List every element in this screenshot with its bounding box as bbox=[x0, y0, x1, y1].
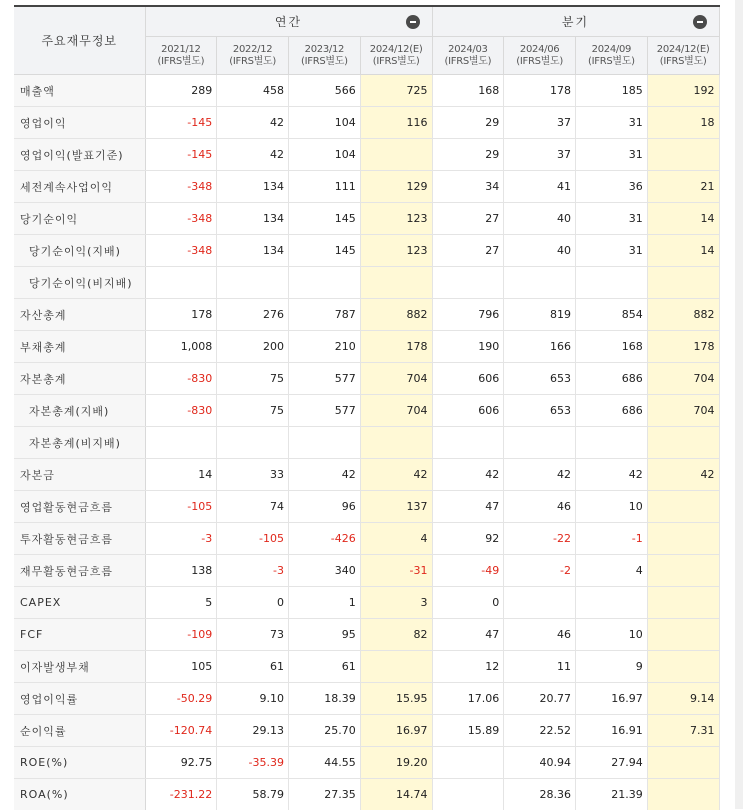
value-cell bbox=[289, 267, 361, 299]
table-row bbox=[14, 651, 719, 683]
value-cell: -348 bbox=[145, 203, 217, 235]
value-cell: -348 bbox=[145, 235, 217, 267]
value-cell bbox=[647, 619, 719, 651]
value-cell: 145 bbox=[289, 235, 361, 267]
value-cell: 29 bbox=[432, 107, 504, 139]
quarterly-group-header bbox=[432, 6, 719, 37]
value-cell: 21.39 bbox=[576, 779, 648, 810]
value-cell: -35.39 bbox=[217, 747, 289, 779]
value-cell: 168 bbox=[576, 331, 648, 363]
row-label: 자본총계(비지배) bbox=[14, 427, 145, 459]
value-cell: -50.29 bbox=[145, 683, 217, 715]
value-cell bbox=[504, 587, 576, 619]
value-cell: 29.13 bbox=[217, 715, 289, 747]
value-cell: -105 bbox=[145, 491, 217, 523]
value-cell bbox=[360, 139, 432, 171]
basis-label: (IFRS별도) bbox=[361, 56, 432, 68]
table-row bbox=[14, 203, 719, 235]
value-cell: 27.35 bbox=[289, 779, 361, 810]
value-cell: 31 bbox=[576, 203, 648, 235]
value-cell: 61 bbox=[289, 651, 361, 683]
row-label: 매출액 bbox=[14, 75, 145, 107]
row-label: FCF bbox=[14, 619, 145, 651]
value-cell bbox=[647, 491, 719, 523]
table-row bbox=[14, 491, 719, 523]
table-row bbox=[14, 427, 719, 459]
basis-label: (IFRS별도) bbox=[433, 56, 504, 68]
period-label: 2023/12 bbox=[289, 44, 360, 56]
annual-group-header bbox=[145, 6, 432, 37]
financial-summary-table bbox=[14, 5, 720, 810]
row-label: 이자발생부채 bbox=[14, 651, 145, 683]
value-cell: 577 bbox=[289, 395, 361, 427]
annual-group-label: 연간 bbox=[275, 15, 302, 29]
table-row bbox=[14, 363, 719, 395]
value-cell: 11 bbox=[504, 651, 576, 683]
value-cell: 16.97 bbox=[576, 683, 648, 715]
value-cell: 138 bbox=[145, 555, 217, 587]
row-label: 영업활동현금흐름 bbox=[14, 491, 145, 523]
value-cell: 185 bbox=[576, 75, 648, 107]
period-column-header bbox=[289, 37, 361, 75]
period-label: 2024/12(E) bbox=[361, 44, 432, 56]
table-row bbox=[14, 459, 719, 491]
value-cell: 704 bbox=[647, 363, 719, 395]
row-label: ROE(%) bbox=[14, 747, 145, 779]
value-cell: 192 bbox=[647, 75, 719, 107]
value-cell: 168 bbox=[432, 75, 504, 107]
row-label: 자산총계 bbox=[14, 299, 145, 331]
value-cell: 27 bbox=[432, 203, 504, 235]
table-row bbox=[14, 747, 719, 779]
value-cell: 577 bbox=[289, 363, 361, 395]
basis-label: (IFRS별도) bbox=[289, 56, 360, 68]
value-cell: -31 bbox=[360, 555, 432, 587]
value-cell: 787 bbox=[289, 299, 361, 331]
row-label: 자본금 bbox=[14, 459, 145, 491]
table-row bbox=[14, 555, 719, 587]
value-cell: 725 bbox=[360, 75, 432, 107]
period-label: 2021/12 bbox=[146, 44, 217, 56]
period-label: 2024/03 bbox=[433, 44, 504, 56]
value-cell: 20.77 bbox=[504, 683, 576, 715]
value-cell bbox=[504, 267, 576, 299]
row-label: 영업이익(발표기준) bbox=[14, 139, 145, 171]
value-cell: -830 bbox=[145, 363, 217, 395]
value-cell: 4 bbox=[576, 555, 648, 587]
value-cell: 16.97 bbox=[360, 715, 432, 747]
value-cell bbox=[217, 427, 289, 459]
value-cell: 134 bbox=[217, 171, 289, 203]
value-cell bbox=[647, 267, 719, 299]
value-cell: 22.52 bbox=[504, 715, 576, 747]
table-row bbox=[14, 299, 719, 331]
value-cell: 27 bbox=[432, 235, 504, 267]
value-cell: 14.74 bbox=[360, 779, 432, 810]
value-cell: 58.79 bbox=[217, 779, 289, 810]
value-cell: 73 bbox=[217, 619, 289, 651]
row-label: 재무활동현금흐름 bbox=[14, 555, 145, 587]
basis-label: (IFRS별도) bbox=[576, 56, 647, 68]
value-cell bbox=[360, 427, 432, 459]
value-cell: 882 bbox=[360, 299, 432, 331]
value-cell: 1 bbox=[289, 587, 361, 619]
row-label: 세전계속사업이익 bbox=[14, 171, 145, 203]
value-cell bbox=[360, 267, 432, 299]
value-cell bbox=[576, 267, 648, 299]
value-cell: 704 bbox=[360, 363, 432, 395]
value-cell bbox=[647, 747, 719, 779]
minus-circle-icon[interactable] bbox=[693, 15, 707, 29]
value-cell: 31 bbox=[576, 107, 648, 139]
value-cell: 104 bbox=[289, 139, 361, 171]
value-cell: 14 bbox=[145, 459, 217, 491]
value-cell: 458 bbox=[217, 75, 289, 107]
value-cell: 10 bbox=[576, 619, 648, 651]
value-cell: 7.31 bbox=[647, 715, 719, 747]
value-cell: 42 bbox=[576, 459, 648, 491]
value-cell: 704 bbox=[360, 395, 432, 427]
value-cell bbox=[647, 523, 719, 555]
value-cell: -3 bbox=[217, 555, 289, 587]
value-cell: 9 bbox=[576, 651, 648, 683]
value-cell bbox=[647, 555, 719, 587]
value-cell: 276 bbox=[217, 299, 289, 331]
row-label: ROA(%) bbox=[14, 779, 145, 810]
value-cell: 25.70 bbox=[289, 715, 361, 747]
value-cell: 686 bbox=[576, 363, 648, 395]
value-cell: 61 bbox=[217, 651, 289, 683]
value-cell: 17.06 bbox=[432, 683, 504, 715]
value-cell: 178 bbox=[647, 331, 719, 363]
value-cell bbox=[576, 427, 648, 459]
value-cell: -22 bbox=[504, 523, 576, 555]
value-cell: 854 bbox=[576, 299, 648, 331]
value-cell: 210 bbox=[289, 331, 361, 363]
value-cell: 36 bbox=[576, 171, 648, 203]
basis-label: (IFRS별도) bbox=[146, 56, 217, 68]
value-cell: 15.89 bbox=[432, 715, 504, 747]
row-label: 당기순이익 bbox=[14, 203, 145, 235]
vertical-scrollbar[interactable] bbox=[735, 0, 743, 809]
value-cell bbox=[145, 267, 217, 299]
value-cell: 92.75 bbox=[145, 747, 217, 779]
value-cell: 37 bbox=[504, 107, 576, 139]
value-cell: 111 bbox=[289, 171, 361, 203]
value-cell: 289 bbox=[145, 75, 217, 107]
value-cell: 819 bbox=[504, 299, 576, 331]
value-cell: 21 bbox=[647, 171, 719, 203]
value-cell: 40 bbox=[504, 235, 576, 267]
row-label: 당기순이익(지배) bbox=[14, 235, 145, 267]
period-label: 2024/12(E) bbox=[648, 44, 719, 56]
value-cell: 33 bbox=[217, 459, 289, 491]
value-cell: -426 bbox=[289, 523, 361, 555]
value-cell: 137 bbox=[360, 491, 432, 523]
value-cell bbox=[360, 651, 432, 683]
financial-summary-panel bbox=[14, 5, 719, 810]
value-cell: 74 bbox=[217, 491, 289, 523]
value-cell: 178 bbox=[504, 75, 576, 107]
table-row bbox=[14, 107, 719, 139]
value-cell: 9.14 bbox=[647, 683, 719, 715]
value-cell: 4 bbox=[360, 523, 432, 555]
value-cell: 15.95 bbox=[360, 683, 432, 715]
value-cell: 5 bbox=[145, 587, 217, 619]
value-cell: 653 bbox=[504, 395, 576, 427]
value-cell: 44.55 bbox=[289, 747, 361, 779]
period-column-header bbox=[217, 37, 289, 75]
table-row bbox=[14, 139, 719, 171]
row-label: CAPEX bbox=[14, 587, 145, 619]
value-cell: 42 bbox=[217, 139, 289, 171]
value-cell bbox=[432, 427, 504, 459]
value-cell: -3 bbox=[145, 523, 217, 555]
value-cell: 41 bbox=[504, 171, 576, 203]
table-corner-label: 주요재무정보 bbox=[14, 6, 145, 75]
table-row bbox=[14, 235, 719, 267]
value-cell: 75 bbox=[217, 363, 289, 395]
value-cell: 96 bbox=[289, 491, 361, 523]
period-label: 2022/12 bbox=[217, 44, 288, 56]
value-cell: 3 bbox=[360, 587, 432, 619]
period-label: 2024/09 bbox=[576, 44, 647, 56]
value-cell: 31 bbox=[576, 235, 648, 267]
value-cell: 10 bbox=[576, 491, 648, 523]
value-cell: 95 bbox=[289, 619, 361, 651]
value-cell: 134 bbox=[217, 235, 289, 267]
quarterly-group-label: 분기 bbox=[562, 15, 589, 29]
value-cell: -120.74 bbox=[145, 715, 217, 747]
value-cell: 46 bbox=[504, 619, 576, 651]
value-cell: -1 bbox=[576, 523, 648, 555]
value-cell bbox=[647, 427, 719, 459]
value-cell: 37 bbox=[504, 139, 576, 171]
value-cell: 178 bbox=[145, 299, 217, 331]
value-cell bbox=[289, 427, 361, 459]
basis-label: (IFRS별도) bbox=[217, 56, 288, 68]
table-row bbox=[14, 267, 719, 299]
value-cell: -49 bbox=[432, 555, 504, 587]
value-cell: -109 bbox=[145, 619, 217, 651]
table-row bbox=[14, 587, 719, 619]
value-cell: 42 bbox=[360, 459, 432, 491]
value-cell: 92 bbox=[432, 523, 504, 555]
row-label: 투자활동현금흐름 bbox=[14, 523, 145, 555]
value-cell: 796 bbox=[432, 299, 504, 331]
value-cell: 19.20 bbox=[360, 747, 432, 779]
value-cell bbox=[647, 587, 719, 619]
table-row bbox=[14, 331, 719, 363]
value-cell: 27.94 bbox=[576, 747, 648, 779]
value-cell bbox=[647, 651, 719, 683]
value-cell: 653 bbox=[504, 363, 576, 395]
value-cell: -145 bbox=[145, 139, 217, 171]
table-row bbox=[14, 715, 719, 747]
table-row bbox=[14, 171, 719, 203]
row-label: 영업이익률 bbox=[14, 683, 145, 715]
value-cell: 105 bbox=[145, 651, 217, 683]
value-cell: 42 bbox=[289, 459, 361, 491]
value-cell: 42 bbox=[504, 459, 576, 491]
period-column-header bbox=[360, 37, 432, 75]
table-row bbox=[14, 779, 719, 810]
value-cell: 31 bbox=[576, 139, 648, 171]
row-label: 영업이익 bbox=[14, 107, 145, 139]
value-cell: 9.10 bbox=[217, 683, 289, 715]
value-cell: 686 bbox=[576, 395, 648, 427]
value-cell bbox=[432, 267, 504, 299]
value-cell bbox=[217, 267, 289, 299]
period-column-header bbox=[504, 37, 576, 75]
row-label: 자본총계 bbox=[14, 363, 145, 395]
value-cell: 566 bbox=[289, 75, 361, 107]
table-row bbox=[14, 619, 719, 651]
value-cell: 18.39 bbox=[289, 683, 361, 715]
value-cell: 606 bbox=[432, 395, 504, 427]
value-cell: 123 bbox=[360, 235, 432, 267]
value-cell: 129 bbox=[360, 171, 432, 203]
table-row bbox=[14, 683, 719, 715]
value-cell bbox=[432, 747, 504, 779]
table-row bbox=[14, 523, 719, 555]
value-cell bbox=[647, 139, 719, 171]
value-cell: 1,008 bbox=[145, 331, 217, 363]
value-cell: 40.94 bbox=[504, 747, 576, 779]
value-cell: 47 bbox=[432, 619, 504, 651]
value-cell: -348 bbox=[145, 171, 217, 203]
minus-circle-icon[interactable] bbox=[406, 15, 420, 29]
row-label: 순이익률 bbox=[14, 715, 145, 747]
value-cell bbox=[576, 587, 648, 619]
row-label: 자본총계(지배) bbox=[14, 395, 145, 427]
value-cell: -2 bbox=[504, 555, 576, 587]
period-column-header bbox=[145, 37, 217, 75]
value-cell: 42 bbox=[647, 459, 719, 491]
value-cell: 75 bbox=[217, 395, 289, 427]
value-cell: -231.22 bbox=[145, 779, 217, 810]
value-cell bbox=[504, 427, 576, 459]
table-row bbox=[14, 75, 719, 107]
value-cell: 42 bbox=[432, 459, 504, 491]
value-cell: 134 bbox=[217, 203, 289, 235]
value-cell: 0 bbox=[432, 587, 504, 619]
value-cell: 190 bbox=[432, 331, 504, 363]
value-cell: 116 bbox=[360, 107, 432, 139]
value-cell: 606 bbox=[432, 363, 504, 395]
value-cell bbox=[647, 779, 719, 810]
value-cell bbox=[432, 779, 504, 810]
value-cell: -105 bbox=[217, 523, 289, 555]
row-label: 당기순이익(비지배) bbox=[14, 267, 145, 299]
value-cell: 29 bbox=[432, 139, 504, 171]
value-cell: 16.91 bbox=[576, 715, 648, 747]
value-cell: 28.36 bbox=[504, 779, 576, 810]
value-cell: 123 bbox=[360, 203, 432, 235]
value-cell: 704 bbox=[647, 395, 719, 427]
period-column-header bbox=[647, 37, 719, 75]
value-cell: 166 bbox=[504, 331, 576, 363]
basis-label: (IFRS별도) bbox=[648, 56, 719, 68]
table-row bbox=[14, 395, 719, 427]
period-column-header bbox=[576, 37, 648, 75]
value-cell: 14 bbox=[647, 235, 719, 267]
value-cell: 42 bbox=[217, 107, 289, 139]
value-cell: 47 bbox=[432, 491, 504, 523]
basis-label: (IFRS별도) bbox=[504, 56, 575, 68]
row-label: 부채총계 bbox=[14, 331, 145, 363]
value-cell bbox=[145, 427, 217, 459]
value-cell: 178 bbox=[360, 331, 432, 363]
period-label: 2024/06 bbox=[504, 44, 575, 56]
value-cell: 18 bbox=[647, 107, 719, 139]
value-cell: -830 bbox=[145, 395, 217, 427]
value-cell: 82 bbox=[360, 619, 432, 651]
value-cell: 46 bbox=[504, 491, 576, 523]
value-cell: 0 bbox=[217, 587, 289, 619]
value-cell: 12 bbox=[432, 651, 504, 683]
value-cell: 14 bbox=[647, 203, 719, 235]
value-cell: -145 bbox=[145, 107, 217, 139]
value-cell: 145 bbox=[289, 203, 361, 235]
value-cell: 34 bbox=[432, 171, 504, 203]
value-cell: 40 bbox=[504, 203, 576, 235]
value-cell: 200 bbox=[217, 331, 289, 363]
value-cell: 340 bbox=[289, 555, 361, 587]
value-cell: 882 bbox=[647, 299, 719, 331]
value-cell: 104 bbox=[289, 107, 361, 139]
period-column-header bbox=[432, 37, 504, 75]
